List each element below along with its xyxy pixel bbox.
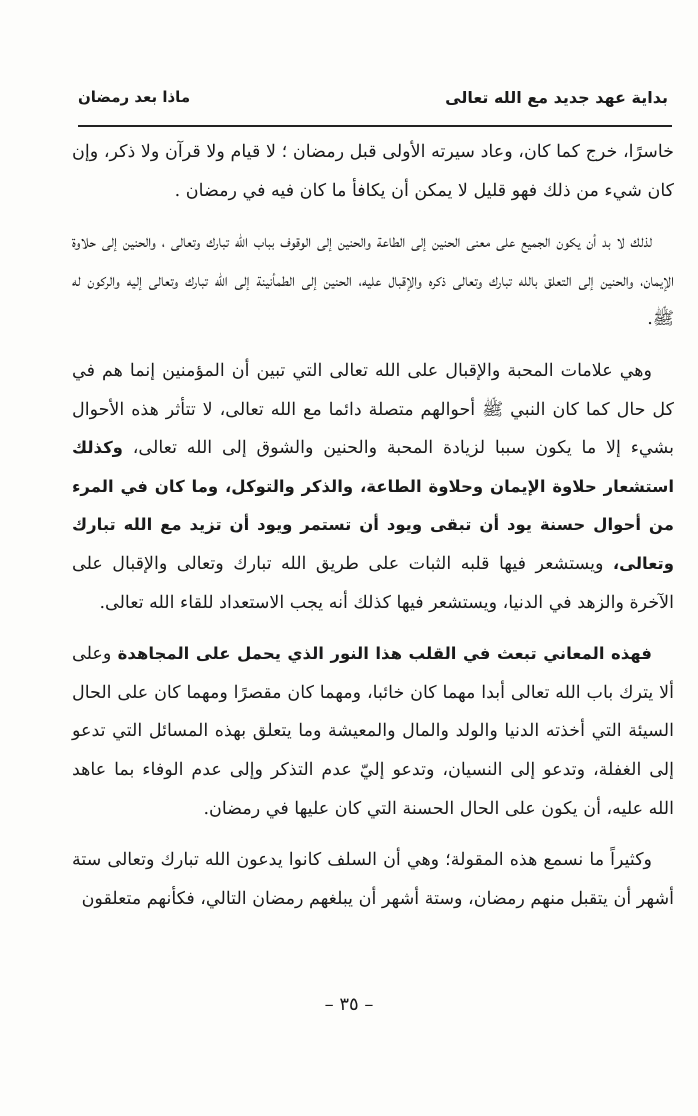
body-text xyxy=(72,133,674,931)
text-segment: ويستشعر فيها قلبه الثبات على طريق الله تبارك وتعالى والإقبال على الآخرة والزهد في الدنيا، ويستشعر فيها كذلك أنه يجب الاستعداد للقاء الله تعالى. xyxy=(72,553,674,613)
text-segment: لذلك لا بد أن يكون الجميع على معنى الحنين إلى الطاعة والحنين إلى الوقوف بباب الله تبارك وتعالى ، والحنين إلى حلاوة الإيمان، والحنين إلى التعلق بالله تبارك وتعالى ذكره والإقبال عليه، الحنين إلى الطمأنينة إلى الله تبارك وتعالى إليه والركون له ﷺ. xyxy=(72,232,674,330)
chapter-title: ماذا بعد رمضان xyxy=(78,88,191,106)
header-divider xyxy=(78,125,672,127)
text-segment: وهي علامات المحبة والإقبال على الله تعالى التي تبين أن المؤمنين إنما هم في كل حال كما كان النبي ﷺ أحوالهم متصلة دائما مع الله تعالى، لا تتأثر هذه الأحوال بشيء إلا ما يكون سببا لزيادة المحبة والحنين والشوق إلى الله تعالى، xyxy=(72,360,674,459)
book-title: بداية عهد جديد مع الله تعالى xyxy=(445,88,668,107)
running-header xyxy=(78,86,668,116)
paragraph xyxy=(72,352,674,622)
text-segment: خاسرًا، خرج كما كان، وعاد سيرته الأولى قبل رمضان ؛ لا قيام ولا قرآن ولا ذكر، وإن كان شيء من ذلك فهو قليل لا يمكن أن يكافأ ما كان فيه في رمضان . xyxy=(72,142,674,201)
bold-text-segment: وكذلك استشعار حلاوة الإيمان وحلاوة الطاعة، والذكر والتوكل، وما كان في المرء من أحوال حسنة يود أن تبقى ويود أن تستمر ويود أن تزيد مع الله تبارك وتعالى، xyxy=(72,438,674,573)
text-segment: وعلى ألا يترك باب الله تعالى أبدا مهما كان خائبا، ومهما كان مقصرًا ومهما كان على الحال السيئة التي أخذته الدنيا والولد والمال والمعيشة وما يتعلق بهذه المسائل التي تدعو إلى الغفلة، وتدعو إلى النسيان، وتدعو إليّ عدم التذكر وإلى عدم الوفاء بما عاهد الله عليه، أن يكون على الحال الحسنة التي كان عليها في رمضان. xyxy=(72,644,674,819)
paragraph xyxy=(72,133,674,210)
paragraph xyxy=(72,635,674,828)
page-number: – ٣٥ – xyxy=(324,994,374,1015)
paragraph xyxy=(72,841,674,918)
text-segment: وكثيراً ما نسمع هذه المقولة؛ وهي أن السلف كانوا يدعون الله تبارك وتعالى ستة أشهر أن يتقبل منهم رمضان، وستة أشهر أن يبلغهم رمضان التالي، فكأنهم متعلقون xyxy=(72,850,674,909)
paragraph xyxy=(72,223,674,339)
bold-text-segment: فهذه المعاني تبعث في القلب هذا النور الذي يحمل على المجاهدة xyxy=(117,644,652,664)
